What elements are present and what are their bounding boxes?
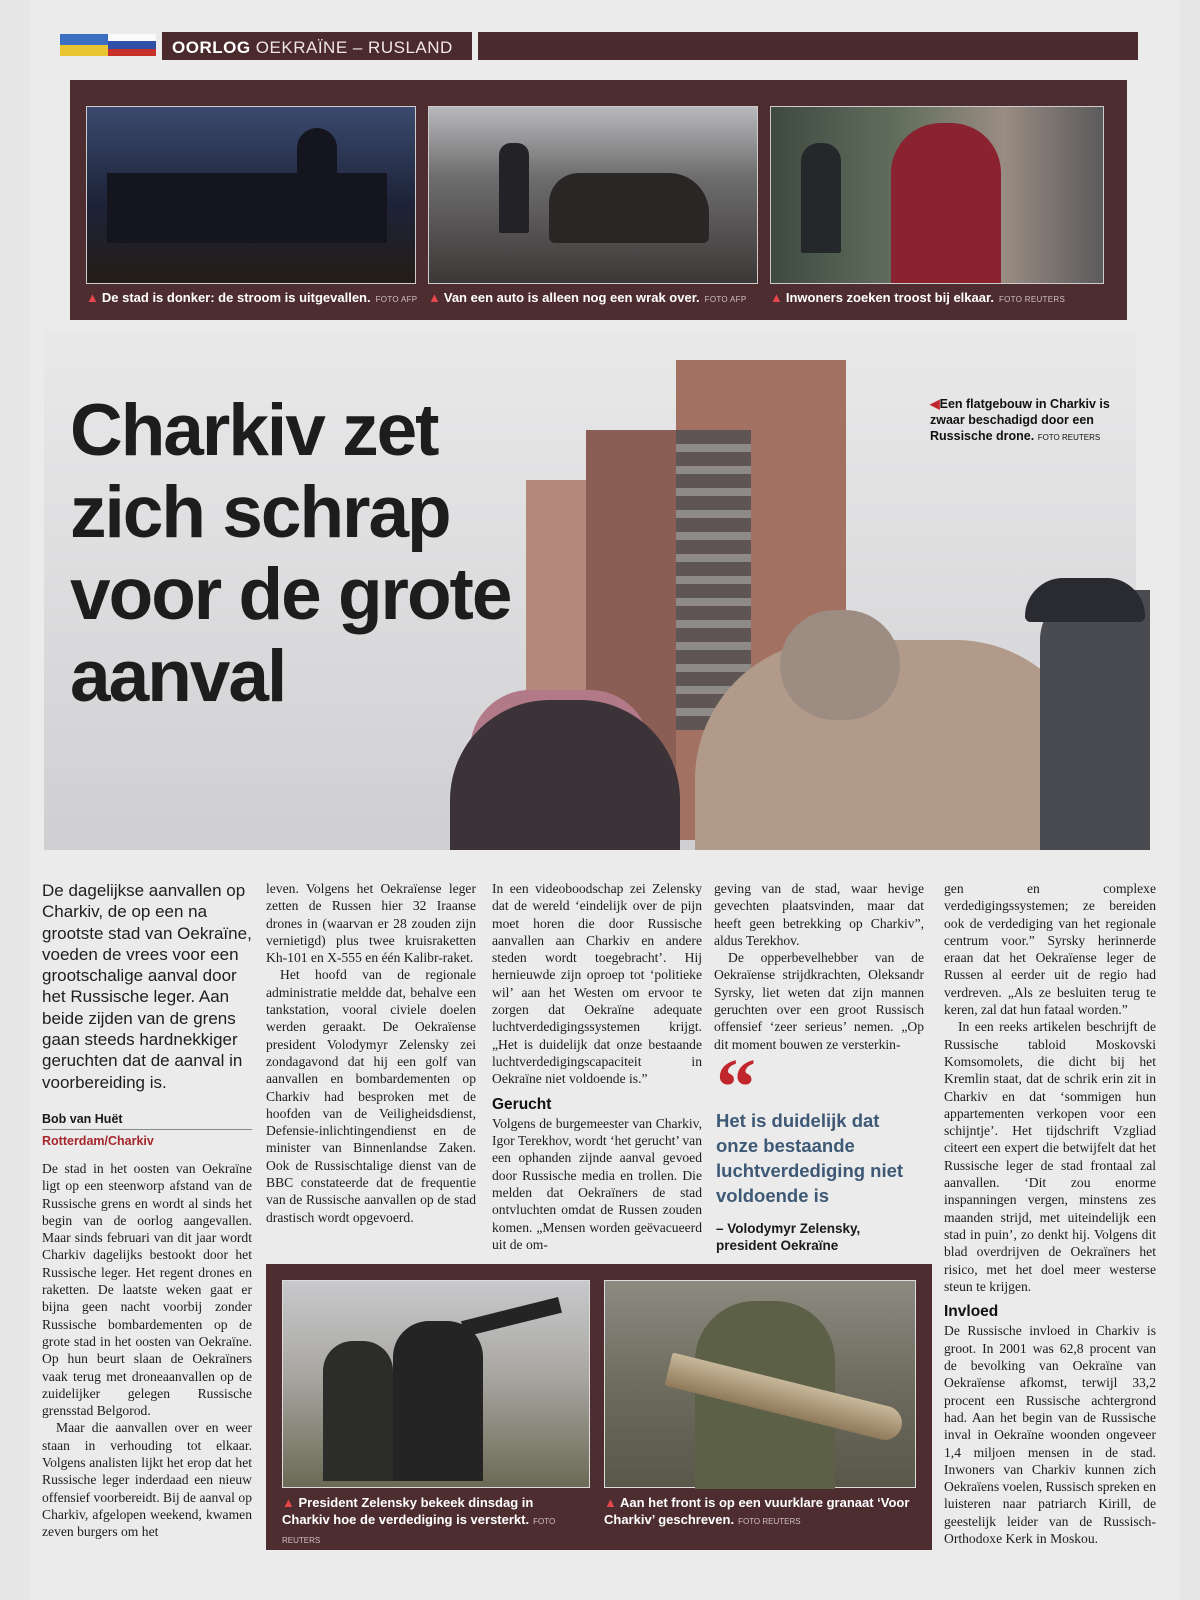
photo-car-wreck: [428, 106, 758, 284]
paragraph: gen en complexe verdedigingssystemen; ze bereiden ook de verdediging van het regionale centrum voor.” Syrsky herinnerde eraan dat het Oekraïense leger de Russen al eerder uit de regio had verdreven. „Als ze besluiten terug te keren, zal dat hun fataal worden.”: [944, 881, 1156, 1018]
article-lead: De dagelijkse aanvallen op Charkiv, de op een na grootste stad van Oekraïne, voeden de vrees voor een grootschalige aanval door het Russische leger. Aan beide zijden van de grens gaan steeds hardnekkiger geruchten dat de aanval in voorbereiding is.: [42, 881, 252, 1092]
paragraph: geving van de stad, waar hevige gevechten plaatsvinden, maar dat heeft geen betrekking op Charkiv”, aldus Terekhov.: [714, 881, 924, 948]
photo-soldier-shell: [604, 1280, 916, 1488]
photo-zelensky-visit: [282, 1280, 590, 1488]
top-photo-strip: [70, 80, 1127, 320]
photo-caption: ▲ Aan het front is op een vuurklare granaat ‘Voor Charkiv’ geschreven. FOTO REUTERS: [604, 1495, 910, 1527]
paragraph: leven. Volgens het Oekraïense leger zetten de Russen hier 32 Iraanse drones in (waarvan er 28 zouden zijn vernietigd) plus twee kruisraketten Kh-101 en X-555 en één Kalibr-raket.: [266, 881, 476, 966]
paragraph: Het hoofd van de regionale administratie meldde dat, behalve een tankstation, vooral civiele doelen werden geraakt. De Oekraïense president Volodymyr Zelensky zei zondagavond dat hij een golf van aanvallen en bombardementen op Charkiv had besproken met de hoofden van de Veiligheidsdienst, Defensie-inlichtingendienst en de minister van Binnenlandse Zaken. Ook de Russischtalige dienst van de BBC constateerde dat de frequentie van de Russische aanvallen op de stad drastisch wordt opgevoerd.: [266, 967, 476, 1225]
photo-figure: [780, 610, 900, 720]
paragraph: Maar die aanvallen over en weer staan in verhouding tot elkaar. Volgens analisten lijkt het erop dat het Russische leger inderdaad een nieuw offensief voorbereidt. Bij de aanval op Charkiv, afgelopen weekend, kwamen zeven burgers om het: [42, 1420, 252, 1540]
photo-caption: ▲ Inwoners zoeken troost bij elkaar. FOTO REUTERS: [770, 290, 1066, 305]
caption-triangle-icon: ▲: [428, 290, 441, 305]
photo-figure: [1025, 578, 1145, 622]
byline: [42, 1112, 252, 1148]
article-column-4: [714, 880, 924, 1053]
article-column-3: [492, 880, 702, 1253]
photo-caption: ▲ Van een auto is alleen nog een wrak over. FOTO AFP: [428, 290, 747, 305]
subheading: Invloed: [944, 1303, 999, 1321]
article-column-1: [42, 1160, 252, 1541]
paragraph: Volgens de burgemeester van Charkiv, Igor Terekhov, wordt ‘het gerucht’ van een ophanden zijnde aanval gevoed door Russische media en trollen. Die melden dat Oekraïners de stad ontvluchten omdat de Russen zouden komen. „Mensen worden geëvacueerd uit de om-: [492, 1115, 702, 1252]
article-column-5: [944, 880, 1156, 1547]
section-tag: [162, 32, 472, 60]
pull-quote: [716, 1058, 916, 1254]
subsection-name: OEKRAÏNE – RUSLAND: [255, 38, 453, 57]
quote-text: Het is duidelijk dat onze bestaande luchtverdediging niet voldoende is: [716, 1110, 904, 1206]
caption-triangle-icon: ▲: [770, 290, 783, 305]
subheading: Gerucht: [492, 1095, 552, 1113]
bottom-photo-box: [266, 1264, 932, 1550]
headline: Charkiv zet zich schrap voor de grote aanval: [70, 390, 511, 717]
paragraph: De stad in het oosten van Oekraïne ligt op een steenworp afstand van de Russische grens en wordt al sinds het begin van de oorlog aangevallen. Maar sinds februari van dit jaar wordt Charkiv dagelijks bestookt door het Russische leger. Het regent drones en raketten. De laatste weken gaat er bijna geen nacht voorbij zonder Russische bombardementen op de grote stad in het oosten van Oekraïne. Op hun beurt slaan de Oekraïners vaak terug met droneaanvallen op de zuidelijker gelegen Russische grensstad Belgorod.: [42, 1161, 252, 1419]
quote-mark-icon: “: [716, 1058, 756, 1104]
paragraph: De opperbevelhebber van de Oekraïense strijdkrachten, Oleksandr Syrsky, liet weten dat zijn mannen geruchten over een groot Russisch offensief ‘zeer serieus’ nemen. „Op dit moment bouwen ze versterkin-: [714, 950, 924, 1052]
hero-caption: ◀Een flatgebouw in Charkiv is zwaar beschadigd door een Russische drone. FOTO REUTERS: [930, 397, 1110, 443]
paragraph: In een videoboodschap zei Zelensky dat de wereld ‘eindelijk over de pijn moet horen die door Russische aanvallen aan Charkiv en andere steden wordt toegebracht’. Hij hernieuwde zijn oproep tot ‘politieke wil’ aan het Westen om ervoor te zorgen dat Oekraïne adequate luchtverdedigingssystemen krijgt. „Het is duidelijk dat onze bestaande luchtverdedigingscapaciteit in Oekraïne niet voldoende is.”: [492, 881, 702, 1087]
caption-triangle-icon: ▲: [86, 290, 99, 305]
section-name: OORLOG: [172, 38, 251, 57]
photo-caption: ▲ President Zelensky bekeek dinsdag in Charkiv hoe de verdediging is versterkt. FOTO REUTERS: [282, 1495, 556, 1545]
russia-flag-icon: [108, 34, 156, 56]
ukraine-flag-icon: [60, 34, 108, 56]
photo-residents-comfort: [770, 106, 1104, 284]
caption-triangle-icon: ▲: [282, 1495, 299, 1510]
paragraph: In een reeks artikelen beschrijft de Russische tabloid Moskovski Komsomolets, die dicht bij het Kremlin staat, dat de schrik erin zit in Charkiv en dat ‘sommigen hun appartementen verkopen voor een schijntje’. Het tijdschrift Vzgliad citeert een expert die betwijfelt dat het Russische leger de stad frontaal zal aanvallen. ‘Dit zou enorme inspanningen vergen, minstens zes maanden strijd, met uiteindelijk een stad in puin’, zo denkt hij. Volgens dit blad overdrijven de Oekraïners het risico, met het doel meer westerse steun te krijgen.: [944, 1019, 1156, 1294]
caption-triangle-icon: ▲: [604, 1495, 620, 1510]
paragraph: De Russische invloed in Charkiv is groot. In 2001 was 62,8 procent van de bevolking van Oekraïne van Oekraïense afkomst, terwijl 33,2 procent een Russische achtergrond had. Aan het begin van de Russische inval in Oekraïne woonden ongeveer 1,4 miljoen mensen in de stad. Inwoners van Charkiv kunnen zich Oekraïens voelen, Russisch spreken en luisteren naar patriarch Kirill, de geestelijk leider van de Russisch-Orthodoxe Kerk in Moskou.: [944, 1323, 1156, 1546]
author-name: Bob van Huët: [42, 1112, 252, 1130]
caption-triangle-icon: ◀: [930, 397, 940, 411]
flags: [60, 34, 156, 56]
photo-caption: ▲ De stad is donker: de stroom is uitgevallen. FOTO AFP: [86, 290, 418, 305]
quote-attribution: – Volodymyr Zelensky, president Oekraïne: [716, 1221, 861, 1253]
dateline: Rotterdam/Charkiv: [42, 1134, 154, 1148]
article-column-2: [266, 880, 476, 1226]
photo-dark-city: [86, 106, 416, 284]
photo-figure: [1040, 590, 1150, 850]
header-rule: [478, 32, 1138, 60]
